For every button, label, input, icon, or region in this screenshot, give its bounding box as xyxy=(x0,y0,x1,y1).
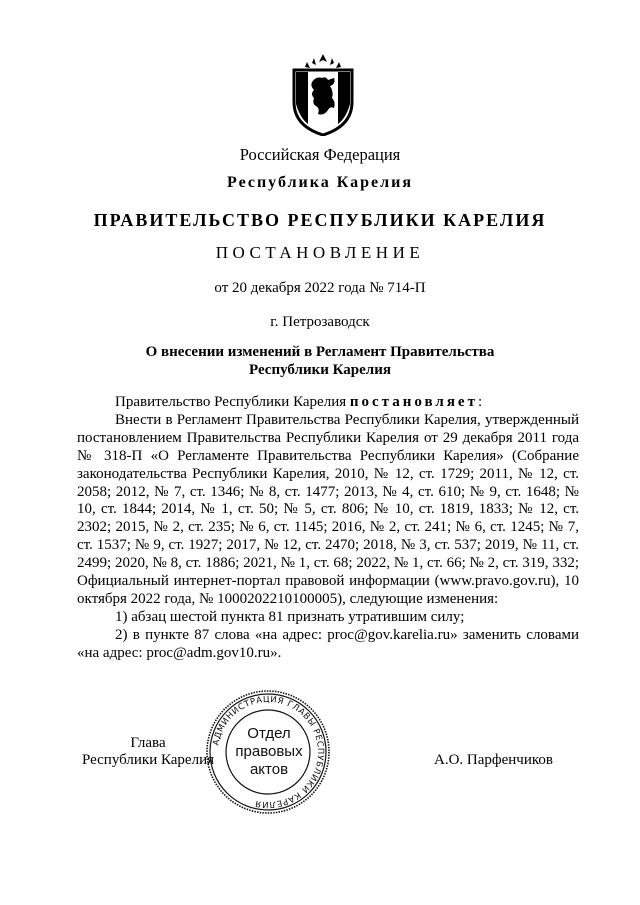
decrees-colon: : xyxy=(477,394,483,410)
decrees-word: постановляет xyxy=(349,394,478,410)
list-item-1: 1) абзац шестой пункта 81 признать утратившим силу; xyxy=(115,608,465,625)
main-paragraph: Внести в Регламент Правительства Республики Карелия, утвержденный постановлением Правительства Республики Карелия от 29 декабря 2011 года № 318-П «О Регламенте Правительства Республики Карелия» (Собрание законодательства Республики Карелия, 2010, № 12, ст. 1729; 2011, № 12, ст. 2058; 2012, № 7, ст. 1346; № 8, ст. 1477; 2013, № 4, ст. 610; № 9, ст. 1648; № 10, ст. 1844; 2014, № 1, ст. 50; № 5, ст. 806; № 10, ст. 1819, 1833; № 12, ст. 2302; 2015, № 2, ст. 235; № 6, ст. 1145; 2016, № 2, ст. 241; № 6, ст. 1245; № 7, ст. 1537; № 9, ст. 1927; 2017, № 12, ст. 2470; 2018, № 3, ст. 537; 2019, № 11, ст. 2499; 2020, № 8, ст. 1886; 2021, № 1, ст. 68; 2022, № 1, ст. 66; № 2, ст. 319, 332; Официальный интернет-портал правовой информации (www.pravo.gov.ru), 10 октября 2022 года, № 1000202210100005), следующие изменения: xyxy=(77,411,579,607)
subject-line-2: Республики Карелия xyxy=(249,362,391,378)
government-title: ПРАВИТЕЛЬСТВО РЕСПУБЛИКИ КАРЕЛИЯ xyxy=(93,210,547,230)
city: г. Петрозаводск xyxy=(270,314,370,330)
signatory-title-line-1: Глава xyxy=(130,735,166,751)
stamp-line-2: правовых xyxy=(235,743,303,760)
subject-line-1: О внесении изменений в Регламент Правительства xyxy=(145,344,495,360)
preamble-text: Правительство Республики Карелия xyxy=(115,394,350,410)
karelia-coat-of-arms-emblem xyxy=(290,54,356,136)
date-number: от 20 декабря 2022 года № 714-П xyxy=(214,280,426,296)
document-type: ПОСТАНОВЛЕНИЕ xyxy=(215,243,425,262)
republic-name: Республика Карелия xyxy=(227,174,413,191)
official-stamp xyxy=(203,687,333,817)
signatory-title-line-2: Республики Карелия xyxy=(81,752,215,768)
signatory-name: А.О. Парфенчиков xyxy=(434,752,553,768)
signatory-title xyxy=(77,735,219,769)
country-name: Российская Федерация xyxy=(239,145,401,164)
list-item-2: 2) в пункте 87 слова «на адрес: proc@gov.karelia.ru» заменить словами «на адрес: proc@adm.gov10.ru». xyxy=(77,626,579,661)
stamp-ring-text: АДМИНИСТРАЦИЯ ГЛАВЫ РЕСПУБЛИКИ КАРЕЛИЯ xyxy=(211,694,326,810)
document-subject xyxy=(0,343,640,379)
document-body xyxy=(77,394,579,663)
stamp-line-3: актов xyxy=(249,761,289,778)
preamble-paragraph xyxy=(77,394,579,412)
stamp-line-1: Отдел xyxy=(247,725,291,742)
